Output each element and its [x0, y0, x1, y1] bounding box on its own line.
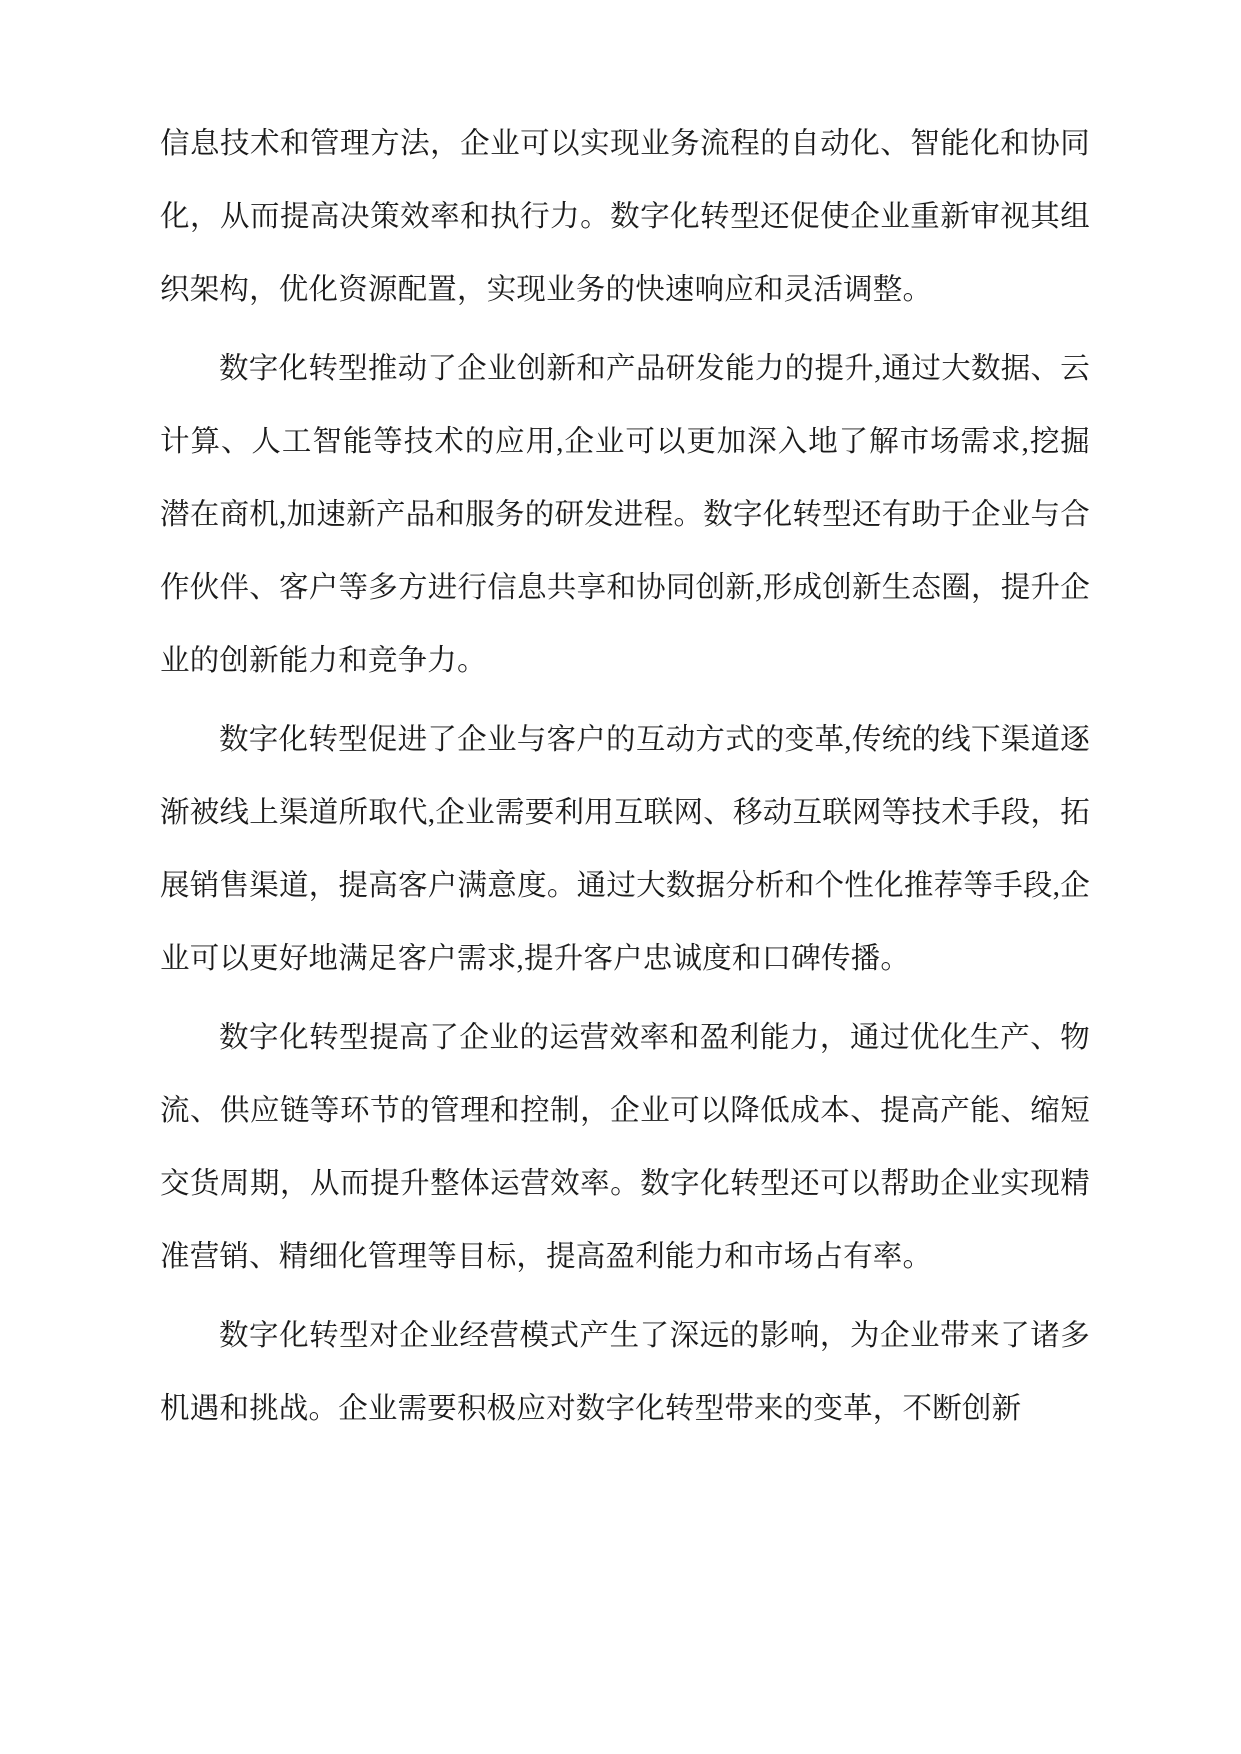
paragraph-3: 数字化转型促进了企业与客户的互动方式的变革,传统的线下渠道逐渐被线上渠道所取代,企业需要利用互联网、移动互联网等技术手段，拓展销售渠道，提高客户满意度。通过大数据分析和个性化推荐等手段,企业可以更好地满足客户需求,提升客户忠诚度和口碑传播。 — [160, 724, 1090, 975]
paragraph-5: 数字化转型对企业经营模式产生了深远的影响，为企业带来了诸多机遇和挑战。企业需要积极应对数字化转型带来的变革，不断创新 — [160, 1320, 1090, 1425]
paragraph-4: 数字化转型提高了企业的运营效率和盈利能力，通过优化生产、物流、供应链等环节的管理和控制，企业可以降低成本、提高产能、缩短交货周期，从而提升整体运营效率。数字化转型还可以帮助企业实现精准营销、精细化管理等目标，提高盈利能力和市场占有率。 — [160, 1022, 1090, 1273]
document-body — [160, 108, 1090, 1452]
paragraph-1: 信息技术和管理方法，企业可以实现业务流程的自动化、智能化和协同化，从而提高决策效率和执行力。数字化转型还促使企业重新审视其组织架构，优化资源配置，实现业务的快速响应和灵活调整。 — [160, 128, 1090, 306]
paragraph-2: 数字化转型推动了企业创新和产品研发能力的提升,通过大数据、云计算、人工智能等技术的应用,企业可以更加深入地了解市场需求,挖掘潜在商机,加速新产品和服务的研发进程。数字化转型还有助于企业与合作伙伴、客户等多方进行信息共享和协同创新,形成创新生态圈，提升企业的创新能力和竞争力。 — [160, 353, 1090, 677]
